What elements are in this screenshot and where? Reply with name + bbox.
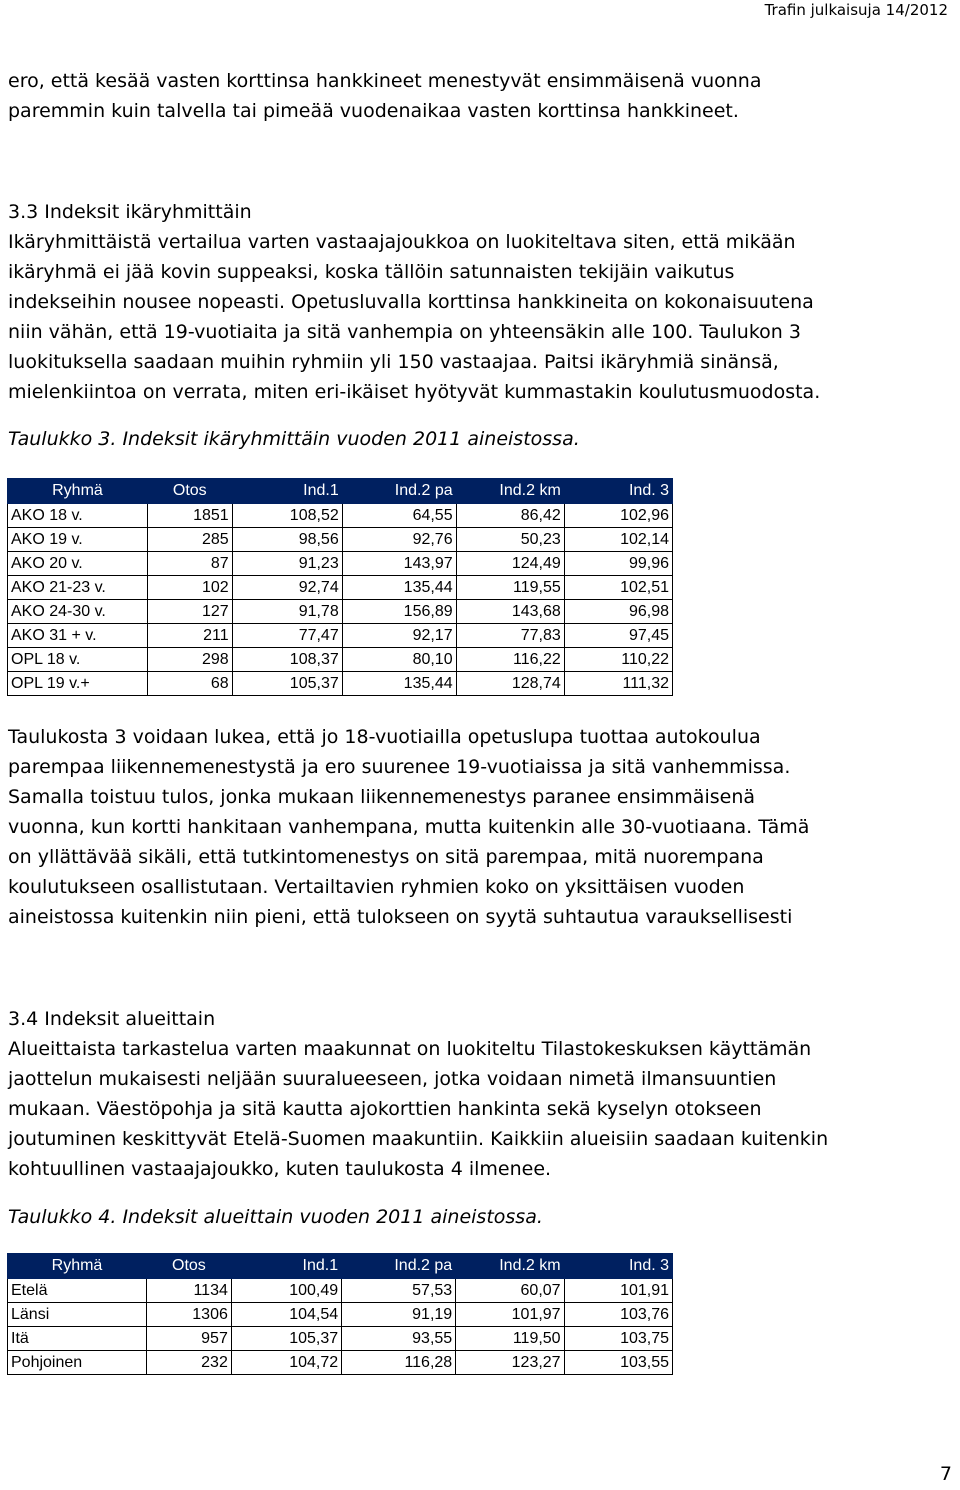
table-header-row [8,1254,673,1279]
table-row [8,624,673,648]
cell-ind2-km: 128,74 [456,672,564,696]
cell-ind3: 111,32 [564,672,672,696]
cell-ind2-pa: 92,76 [342,528,456,552]
table-regions [7,1253,673,1375]
cell-ind2-km: 124,49 [456,552,564,576]
text-line: joutuminen keskittyvät Etelä-Suomen maakuntiin. Kaikkiin alueisiin saadaan kuitenkin [8,1128,829,1150]
text-line: jaottelun mukaisesti neljään suuralueeseen, jotka voidaan nimetä ilmansuuntien [8,1068,777,1090]
column-header: Ind.2 pa [342,1254,456,1279]
cell-group: Länsi [8,1303,147,1327]
cell-ind2-pa: 92,17 [342,624,456,648]
cell-ind3: 103,76 [564,1303,672,1327]
column-header: Ind.1 [231,1254,341,1279]
cell-group: OPL 18 v. [8,648,148,672]
text-line: indekseihin nousee nopeasti. Opetusluvalla korttinsa hankkineita on kokonaisuutena [8,291,814,313]
table-caption: Taulukko 3. Indeksit ikäryhmittäin vuoden 2011 aineistossa. [8,428,580,450]
table-row [8,1351,673,1375]
cell-ind1: 104,72 [231,1351,341,1375]
text-line: on yllättävää sikäli, että tutkintomenestys on sitä parempaa, mitä nuorempana [8,846,764,868]
cell-ind1: 108,52 [232,504,342,528]
cell-ind1: 98,56 [232,528,342,552]
cell-group: AKO 19 v. [8,528,148,552]
section-3-3 [8,197,820,407]
section-heading: 3.3 Indeksit ikäryhmittäin [8,201,252,223]
cell-group: Etelä [8,1279,147,1303]
cell-group: AKO 21-23 v. [8,576,148,600]
text-line: Samalla toistuu tulos, jonka mukaan liikennemenestys paranee ensimmäisenä [8,786,756,808]
cell-ind1: 91,23 [232,552,342,576]
text-line: aineistossa kuitenkin niin pieni, että tulokseen on syytä suhtautua varauksellisesti [8,906,793,928]
text-line: vuonna, kun kortti hankitaan vanhempana, mutta kuitenkin alle 30-vuotiaana. Tämä [8,816,810,838]
table-row [8,504,673,528]
cell-ind2-pa: 80,10 [342,648,456,672]
cell-ind1: 92,74 [232,576,342,600]
text-line: parempaa liikennemenestystä ja ero suurenee 19-vuotiaissa ja sitä vanhemmissa. [8,756,791,778]
table-row [8,600,673,624]
cell-ind1: 105,37 [231,1327,341,1351]
cell-ind2-km: 119,55 [456,576,564,600]
cell-sample: 1851 [147,504,232,528]
cell-ind2-pa: 143,97 [342,552,456,576]
section-3-4 [8,1004,828,1184]
cell-group: Itä [8,1327,147,1351]
cell-ind2-km: 116,22 [456,648,564,672]
cell-ind2-km: 60,07 [456,1279,564,1303]
text-line: ero, että kesää vasten korttinsa hankkineet menestyvät ensimmäisenä vuonna [8,70,762,92]
table-row [8,576,673,600]
cell-ind2-km: 77,83 [456,624,564,648]
cell-ind1: 108,37 [232,648,342,672]
table-row [8,648,673,672]
column-header: Ind.1 [232,479,342,504]
column-header: Ind. 3 [564,479,672,504]
cell-ind3: 102,14 [564,528,672,552]
intro-paragraph [8,66,762,126]
cell-ind2-pa: 135,44 [342,576,456,600]
cell-sample: 102 [147,576,232,600]
cell-ind1: 105,37 [232,672,342,696]
cell-ind2-pa: 57,53 [342,1279,456,1303]
column-header: Ryhmä [8,1254,147,1279]
cell-ind3: 99,96 [564,552,672,576]
text-line: koulutukseen osallistutaan. Vertailtavien ryhmien koko on yksittäisen vuoden [8,876,745,898]
column-header: Otos [146,1254,231,1279]
cell-ind3: 101,91 [564,1279,672,1303]
text-line: mielenkiintoa on verrata, miten eri-ikäiset hyötyvät kummastakin koulutusmuodosta. [8,381,821,403]
cell-ind3: 102,96 [564,504,672,528]
text-line: mukaan. Väestöpohja ja sitä kautta ajokorttien hankinta sekä kyselyn otokseen [8,1098,762,1120]
section-heading: 3.4 Indeksit alueittain [8,1008,216,1030]
cell-ind2-km: 123,27 [456,1351,564,1375]
table-row [8,552,673,576]
table-row [8,672,673,696]
text-line: Taulukosta 3 voidaan lukea, että jo 18-vuotiailla opetuslupa tuottaa autokoulua [8,726,761,748]
cell-ind2-km: 101,97 [456,1303,564,1327]
cell-group: Pohjoinen [8,1351,147,1375]
cell-sample: 285 [147,528,232,552]
cell-ind3: 102,51 [564,576,672,600]
cell-group: OPL 19 v.+ [8,672,148,696]
text-line: Ikäryhmittäistä vertailua varten vastaajajoukkoa on luokiteltava siten, että mikään [8,231,796,253]
cell-ind2-km: 119,50 [456,1327,564,1351]
table-row [8,1327,673,1351]
text-line: Alueittaista tarkastelua varten maakunnat on luokiteltu Tilastokeskuksen käyttämän [8,1038,812,1060]
text-line: luokituksella saadaan muihin ryhmiin yli 150 vastaajaa. Paitsi ikäryhmiä sinänsä, [8,351,779,373]
column-header: Ind.2 km [456,1254,564,1279]
cell-group: AKO 18 v. [8,504,148,528]
text-line: paremmin kuin talvella tai pimeää vuodenaikaa vasten korttinsa hankkineet. [8,100,739,122]
cell-sample: 957 [146,1327,231,1351]
table-age-groups [7,478,673,696]
table-caption: Taulukko 4. Indeksit alueittain vuoden 2011 aineistossa. [8,1206,543,1228]
cell-sample: 127 [147,600,232,624]
cell-group: AKO 20 v. [8,552,148,576]
cell-ind2-pa: 135,44 [342,672,456,696]
cell-ind2-km: 86,42 [456,504,564,528]
cell-ind3: 97,45 [564,624,672,648]
column-header: Ryhmä [8,479,148,504]
cell-ind1: 100,49 [231,1279,341,1303]
cell-sample: 87 [147,552,232,576]
cell-ind1: 91,78 [232,600,342,624]
cell-ind2-pa: 64,55 [342,504,456,528]
cell-group: AKO 24-30 v. [8,600,148,624]
cell-group: AKO 31 + v. [8,624,148,648]
cell-sample: 232 [146,1351,231,1375]
cell-ind3: 96,98 [564,600,672,624]
table-row [8,1303,673,1327]
cell-ind3: 103,55 [564,1351,672,1375]
cell-sample: 298 [147,648,232,672]
cell-ind2-pa: 116,28 [342,1351,456,1375]
text-line: niin vähän, että 19-vuotiaita ja sitä vanhempia on yhteensäkin alle 100. Taulukon 3 [8,321,801,343]
table-row [8,528,673,552]
table-row [8,1279,673,1303]
cell-sample: 1134 [146,1279,231,1303]
cell-ind2-pa: 93,55 [342,1327,456,1351]
cell-ind2-km: 143,68 [456,600,564,624]
cell-ind3: 110,22 [564,648,672,672]
text-line: ikäryhmä ei jää kovin suppeaksi, koska tällöin satunnaisten tekijäin vaikutus [8,261,735,283]
cell-ind3: 103,75 [564,1327,672,1351]
table-header-row [8,479,673,504]
page-number: 7 [939,1463,952,1485]
column-header: Ind.2 pa [342,479,456,504]
running-header: Trafin julkaisuja 14/2012 [764,1,948,19]
cell-ind2-km: 50,23 [456,528,564,552]
cell-ind1: 77,47 [232,624,342,648]
column-header: Ind.2 km [456,479,564,504]
cell-sample: 1306 [146,1303,231,1327]
cell-sample: 68 [147,672,232,696]
cell-ind2-pa: 156,89 [342,600,456,624]
column-header: Otos [147,479,232,504]
text-line: kohtuullinen vastaajajoukko, kuten taulukosta 4 ilmenee. [8,1158,552,1180]
column-header: Ind. 3 [564,1254,672,1279]
cell-ind1: 104,54 [231,1303,341,1327]
cell-sample: 211 [147,624,232,648]
cell-ind2-pa: 91,19 [342,1303,456,1327]
table-3-discussion [8,722,809,932]
